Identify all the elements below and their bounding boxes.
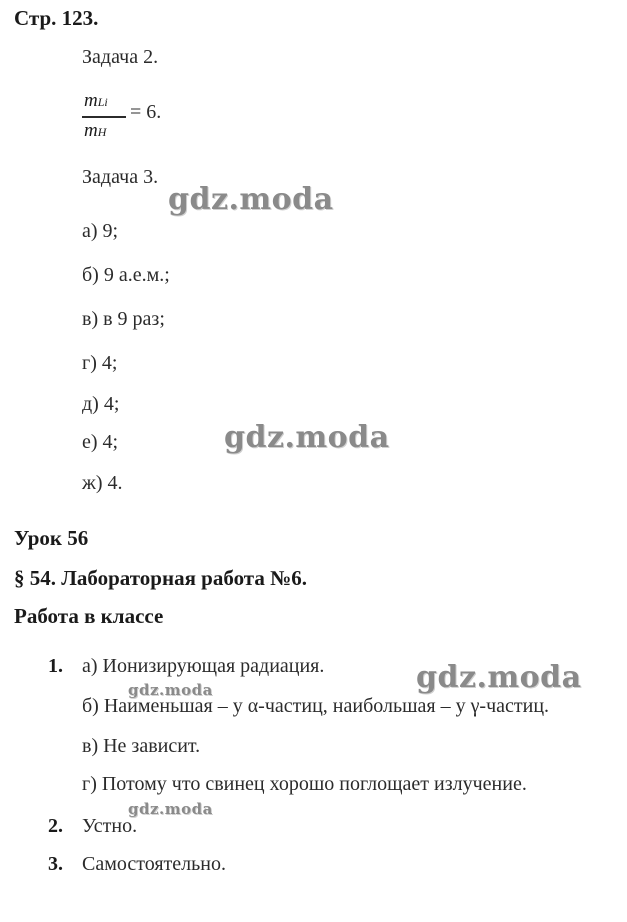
- task3-answer-g: г) 4;: [82, 352, 118, 374]
- fraction-formula: [82, 86, 162, 148]
- numerator-subscript: Li: [97, 95, 108, 109]
- lesson-heading: Урок 56: [14, 526, 89, 550]
- watermark-logo: gdz.moda: [224, 420, 390, 455]
- denominator-symbol: m: [84, 120, 98, 141]
- item-1-line-a: а) Ионизирующая радиация.: [82, 655, 325, 677]
- fraction-numerator: [84, 90, 108, 112]
- section-heading: § 54. Лабораторная работа №6.: [14, 566, 307, 590]
- numerator-symbol: m: [84, 90, 98, 111]
- task3-answer-zh: ж) 4.: [82, 472, 123, 494]
- item-2-text: Устно.: [82, 815, 138, 837]
- watermark-logo: gdz.moda: [168, 182, 334, 217]
- fraction-denominator: [84, 120, 106, 142]
- watermark-logo: gdz.moda: [416, 660, 582, 695]
- task3-answer-a: а) 9;: [82, 220, 119, 242]
- item-1-line-v: в) Не зависит.: [82, 735, 201, 757]
- item-3-text: Самостоятельно.: [82, 853, 226, 875]
- fraction-bar: [82, 116, 126, 118]
- fraction-result: = 6.: [130, 101, 162, 123]
- task3-answer-d: д) 4;: [82, 393, 120, 415]
- denominator-subscript: H: [97, 125, 107, 139]
- item-2-number: 2.: [48, 815, 63, 837]
- item-1-line-b: б) Наименьшая – у α-частиц, наибольшая – у γ-частиц.: [82, 695, 550, 717]
- task3-title: Задача 3.: [82, 166, 159, 188]
- item-1-line-g: г) Потому что свинец хорошо поглощает излучение.: [82, 773, 527, 795]
- watermark-logo-small: gdz.moda: [128, 800, 213, 818]
- item-1-number: 1.: [48, 655, 63, 677]
- task3-answer-v: в) в 9 раз;: [82, 308, 165, 330]
- class-work-heading: Работа в классе: [14, 604, 164, 628]
- task3-answer-b: б) 9 а.е.м.;: [82, 264, 170, 286]
- watermark-logo-small: gdz.moda: [128, 681, 213, 699]
- task2-title: Задача 2.: [82, 46, 159, 68]
- task3-answer-e: е) 4;: [82, 431, 119, 453]
- page-header: Стр. 123.: [14, 6, 99, 30]
- item-3-number: 3.: [48, 853, 63, 875]
